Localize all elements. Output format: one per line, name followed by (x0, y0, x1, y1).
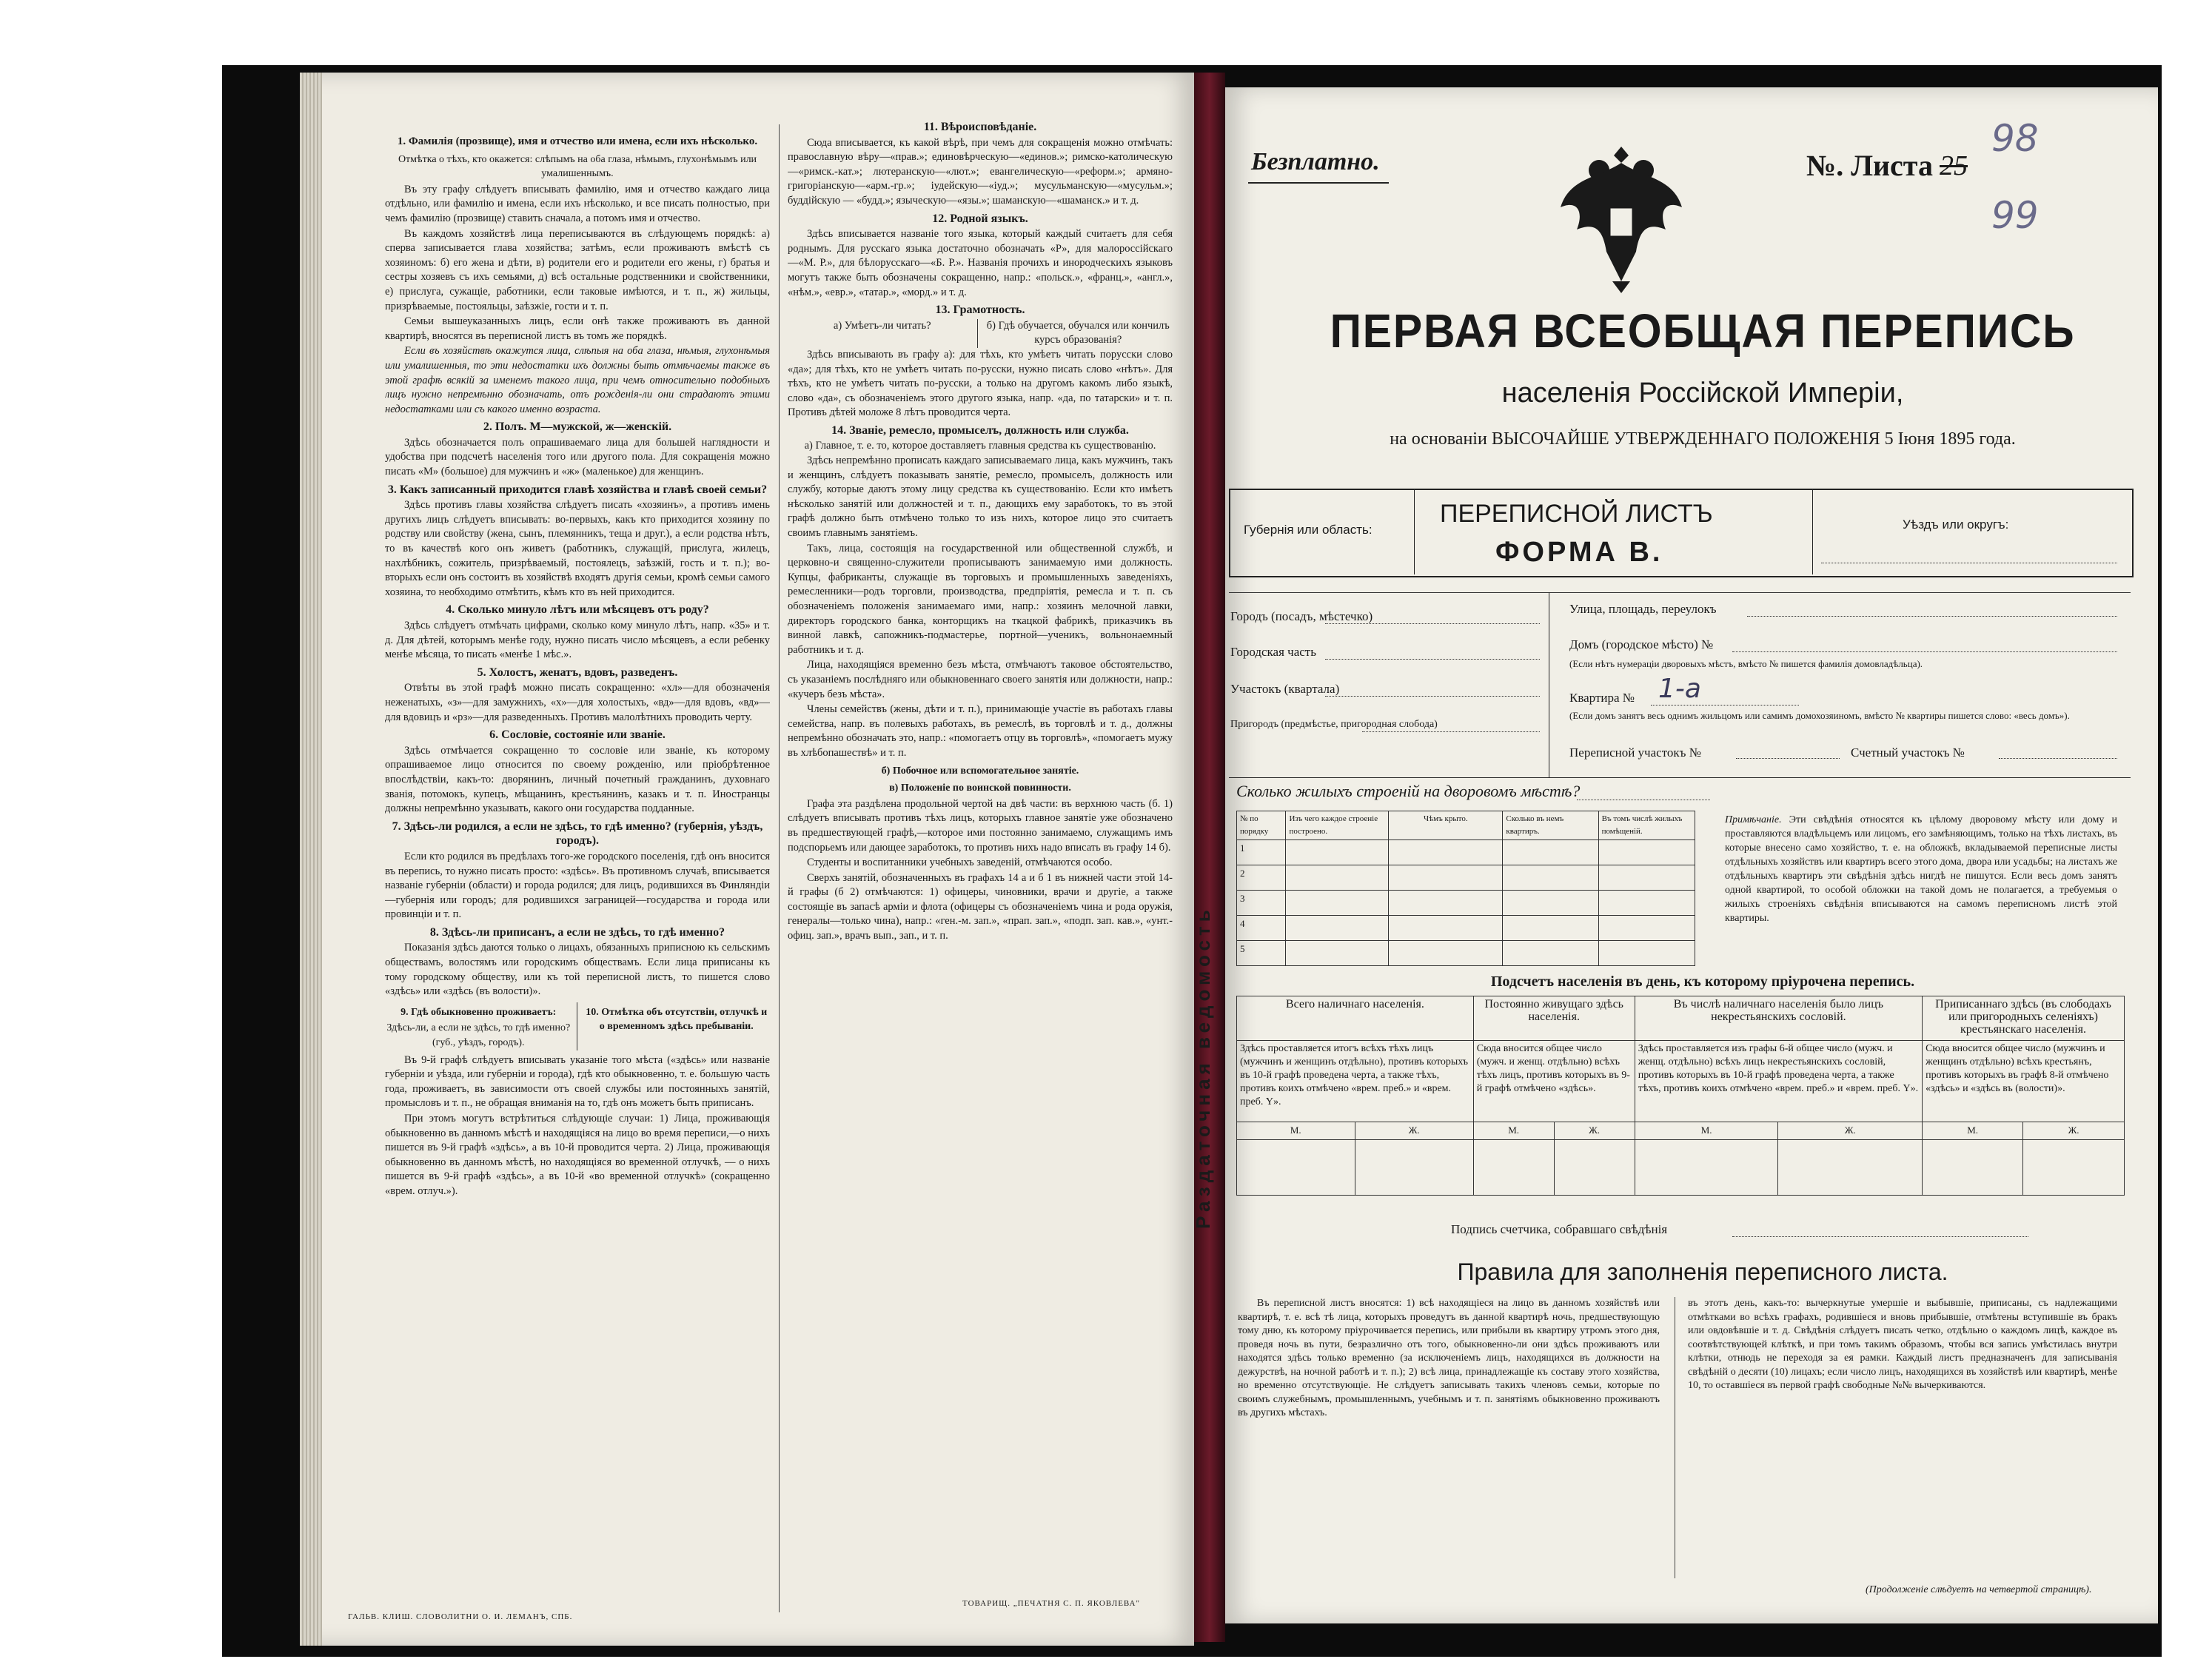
list-number-label: №. Листа (1806, 149, 1933, 182)
table-header: Приписаннаго здѣсь (въ слободахъ или пригородныхъ селеніяхъ) крестьянскаго населенія. (1923, 996, 2125, 1041)
paragraph: При этомъ могутъ встрѣтиться слѣдующіе случаи: 1) Лица, проживающія обыкновенно въ данномъ мѣстѣ и находящіяся на лицо во время переписи,—о нихъ пишется въ 9-й графѣ «здѣсь», а въ 10-й проводится черта. 2) Лица, проживающія обыкновенно въ данномъ мѣстѣ, но находящіяся во временной отлучкѣ, — о нихъ пишется въ 9-й графѣ «здѣсь», а въ 10-й «во временной отлучкѣ» (сокращенно «врем. отлуч.»). (385, 1113, 770, 1197)
ulitsa-field (1747, 616, 2117, 617)
note-title: Примѣчаніе. (1725, 814, 1782, 825)
section-heading: 11. Вѣроисповѣданіе. (923, 121, 1037, 133)
buildings-note (1725, 813, 2117, 925)
section-heading: 9. Гдѣ обыкновенно проживаетъ: (400, 1006, 557, 1018)
paragraph: Члены семействъ (жены, дѣти и т. п.), принимающіе участіе въ работахъ главы семейства, напр. въ полевыхъ работахъ, въ ремеслѣ, въ торговлѣ и т. д., должны непремѣнно обозначать это, напр.: «помогаетъ отцу въ торговлѣ», «помогаетъ мужу въ хлѣбопашествѣ» и т. п. (788, 703, 1173, 759)
imprint-left: ГАЛЬВ. КЛИШ. СЛОВОЛИТНИ О. И. ЛЕМАНЪ, СПБ. (348, 1612, 573, 1621)
paragraph: Показанія здѣсь даются только о лицахъ, обязанныхъ приписною къ сельскимъ обществамъ, волостямъ или городскимъ обществамъ. Если лица приписаны къ тому городскому обществу, или къ той переписной листъ, то пишется слово «здѣсь» или «здѣсь (въ волости)». (385, 942, 770, 998)
divider (1229, 777, 2131, 778)
table-cell: Ж. (1554, 1122, 1635, 1140)
kvartira-field (1651, 705, 1799, 706)
perepis-uchastok-label: Переписной участокъ № (1569, 745, 1701, 760)
paragraph: Здѣсь слѣдуетъ отмѣчать цифрами, сколько кому минуло лѣтъ, напр. «35» и т. д. Для дѣтей, которымъ менѣе году, нужно писать число мѣсяцевъ, а если ребенку менѣе мѣсяца, то писать «менѣе 1 мѣс.». (385, 620, 770, 661)
paragraph: Здѣсь отмѣчается сокращенно то сословіе или званіе, къ которому опрашиваемое лицо относится по своему рожденію, или пріобрѣтенное впослѣдствіи, какъ-то: дворянинъ, личный почетный гражданинъ, духовнаго званія, потомокъ, купецъ, мѣщанинъ, крестьянинъ, казакъ и т. п. Иностранцы должны непремѣнно указывать, какого они государства подданные. (385, 744, 770, 815)
census-subtitle: населенія Россійской Имперіи, (1501, 378, 1904, 409)
table-cell: М. (1237, 1122, 1355, 1140)
note-text: Эти свѣдѣнія относятся къ цѣлому дворовому мѣсту или дому и проставляются владѣльцемъ или лицомъ, его замѣняющимъ, только на тѣхъ листахъ, въ которые внесено само хозяйство, т. е. на обложкѣ, вкладываемой переписные листы отдѣльныхъ хозяйствъ или квартиръ всего этого дома, двора или усадьбы; на листахъ же отдѣльныхъ квартиръ эти свѣдѣнія здѣсь нигдѣ не пишутся. Если весь домъ занятъ одной квартирой, то особой обложки на такой домъ не полагается, а требуемыя о жилыхъ строеніяхъ свѣдѣнія вписываются на самомъ переписномъ листѣ этой квартиры. (1725, 814, 2117, 924)
paragraph: Если кто родился въ предѣлахъ того-же городского поселенія, гдѣ онъ вносится въ перепись, то нужно писать просто: «здѣсь». Въ противномъ случаѣ, вписывается названіе губерніи (области) и города родился; для лицъ, родившихся въ Финляндіи—губернія или городъ; для родившихся заграницей—государства и города или провинціи и т. п. (385, 850, 770, 921)
dom-label: Домъ (городское мѣсто) № (1569, 637, 1714, 651)
paragraph: Здѣсь непремѣнно прописать каждаго записываемаго лица, какъ мужчинъ, такъ и женщинъ, слѣдуетъ показывать занятіе, ремесло, промыселъ, должность или службу, которые даютъ этому лицу средства къ существованію. Если кто имѣетъ нѣсколько занятій или должностей и т. п., дающихъ ему заработокъ, то въ этой графѣ должно быть отмѣчено только то изъ нихъ, которое лицо это считаетъ своимъ главнымъ занятіемъ. (788, 455, 1173, 540)
gorod-part-label: Городская часть (1230, 645, 1316, 659)
paragraph: въ этотъ день, какъ-то: вычеркнутые умершіе и выбывшіе, приписаны, съ надлежащими отмѣтками во всѣхъ графахъ, родившіеся и вновь прибывшіе, отмѣтены вступившіе въ бракъ или овдовѣвшіе и т. д. Свѣдѣнія слѣдуетъ писать четко, отдѣльно о каждомъ лицѣ, каждое въ соотвѣтствующей клѣткѣ, и при томъ такимъ образомъ, чтобы вся запись умѣстилась внутри клѣтки, отнюдь не переходя за ея рамки. Каждый листъ предназначенъ для записыванія свѣдѣній о десяти (10) лицахъ; если число лицъ, находящихся въ хозяйствѣ или квартирѣ, менѣе 10, то оставшіеся въ первой графѣ свободные №№ вычеркиваются. (1688, 1298, 2117, 1391)
section-subheading: Отмѣтка о тѣхъ, кто окажется: слѣпымъ на оба глаза, нѣмымъ, глухонѣмымъ или умалишеннымъ. (398, 153, 757, 180)
free-label: Безплатно. (1251, 148, 1380, 175)
section-heading: 8. Здѣсь-ли приписанъ, а если не здѣсь, то гдѣ именно? (429, 925, 725, 939)
schet-uchastok-field (1999, 758, 2117, 759)
prigorod-field (1362, 731, 1540, 732)
table-cell: 4 (1237, 916, 1286, 941)
section-subheading: а) Умѣетъ-ли читать? (788, 319, 978, 348)
table-cell: Здѣсь проставляется изъ графы 6-й общее число (мужч. и женщ. отдѣльно) всѣхъ лицъ некрестьянскихъ сословій, противъ которыхъ въ 10-й графѣ проведена черта, а также тѣхъ, противъ коихъ отмѣчено «врем. преб.» и «врем. преб. Y». (1635, 1041, 1922, 1122)
table-header: Чѣмъ крыто. (1389, 811, 1503, 840)
table-header: Постоянно живущаго здѣсь населенія. (1473, 996, 1635, 1041)
paragraph: Студенты и воспитанники учебныхъ заведеній, отмѣчаются особо. (807, 857, 1113, 869)
table-cell: Сюда вносится общее число (мужчинъ и женщинъ отдѣльно) всѣхъ крестьянъ, противъ которыхъ въ графѣ 8-й отмѣчено «здѣсь» и «здѣсь въ (волости)». (1923, 1041, 2125, 1122)
table-header: Въ томъ числѣ жилыхъ помѣщеній. (1598, 811, 1695, 840)
page-edges (300, 73, 322, 1646)
paragraph: Сверхъ занятій, обозначенныхъ въ графахъ 14 а и б 1 въ нижней части этой 14-й графы (б 2) отмѣчаются: 1) офицеры, чиновники, врачи и другіе, а также состоящіе въ запасѣ арміи и флота (офицеры съ обозначеніемъ чина и рода оружія, генералы—только чина), напр.: «ген.-м. зап.», «прап. зап.», «подп. зап. кав.», «унт.-офиц. зап.», врачъ вып., зап., и т. п. (788, 871, 1173, 942)
kvartira-value: 1-а (1658, 674, 1701, 704)
section-heading: 5. Холостъ, женатъ, вдовъ, разведенъ. (477, 666, 678, 679)
section-subheading: б) Гдѣ обучается, обучался или кончилъ курсъ образованія? (986, 319, 1170, 346)
table-cell: М. (1473, 1122, 1554, 1140)
census-title: ПЕРВАЯ ВСЕОБЩАЯ ПЕРЕПИСЬ (1330, 304, 2076, 358)
section-heading: 14. Званіе, ремесло, промыселъ, должность или служба. (831, 423, 1129, 437)
paragraph: Графа эта раздѣлена продольной чертой на двѣ части: въ верхнюю часть (б. 1) слѣдуетъ вписывать противъ тѣхъ лицъ, которыхъ главное занятіе уже обозначено въ предшествующей графѣ,—которое ими постоянно занимаемо, служащимъ имъ подспорьемъ или дающее заработокъ, то противъ нихъ надо вписать въ графу 14 б). (788, 797, 1173, 854)
table-cell: Ж. (1778, 1122, 1923, 1140)
guberniya-label: Губернія или область: (1244, 523, 1373, 537)
side-label: Раздаточная ведомость (1192, 905, 1214, 1229)
paragraph: Сюда вписывается, къ какой вѣрѣ, при чемъ для сокращенія можно отмѣчать: православную вѣру—«прав.»; единовѣрческую—«единов.»; римско-католическую—«римск.-кат.»; лютеранскую—«лют.»; евангелическую—«реформ.»; армяно-григоріанскую—«арм.-гр.»; іудейскую—«іуд.»; мусульманскую—«мусульм.»; буддійскую — «будд.»; языческую—«язы.»; шаманскую—«шаманск.» и т. д. (788, 136, 1173, 207)
paragraph: Семьи вышеуказанныхъ лицъ, если онѣ также проживаютъ въ данной квартирѣ, вносятся въ переписной листъ въ томъ же порядкѣ. (385, 315, 770, 342)
list-number-handwritten: 98 (1991, 117, 2039, 160)
section-heading: 6. Сословіе, состояніе или званіе. (489, 728, 666, 742)
table-header: Всего наличнаго населенія. (1237, 996, 1474, 1041)
section-heading: б) Побочное или вспомогательное занятіе. (881, 765, 1079, 777)
gorod-part-field (1325, 659, 1540, 660)
table-cell: 2 (1237, 865, 1286, 891)
signature-field (1732, 1236, 2028, 1237)
table-header: Сколько въ немъ квартиръ. (1503, 811, 1598, 840)
uchastok-field (1325, 696, 1540, 697)
table-cell: М. (1923, 1122, 2023, 1140)
section-heading: 10. Отмѣтка объ отсутствіи, отлучкѣ и о временномъ здѣсь пребываніи. (586, 1006, 768, 1033)
left-column-2 (788, 117, 1173, 1605)
kvartira-note: (Если домъ занятъ весь однимъ жильцомъ или самимъ домохозяиномъ, вмѣсто № квартиры пишется слово: «весь домъ»). (1569, 710, 2070, 721)
table-cell: Здѣсь проставляется итогъ всѣхъ тѣхъ лицъ (мужчинъ и женщинъ отдѣльно), противъ которыхъ въ 10-й графѣ проведена черта, а также тѣхъ, противъ коихъ отмѣчено «врем. преб.» и «врем. преб. Y». (1237, 1041, 1474, 1122)
divider (1229, 592, 2131, 593)
paragraph: Въ эту графу слѣдуетъ вписывать фамилію, имя и отчество каждаго лица отдѣльно, или фамилію и имена, если ихъ нѣсколько, и все писать полностью, при чемъ фамилію (прозвище) ставить сначала, а потомъ имя и отчество. (385, 183, 770, 224)
section-heading: 1. Фамилія (прозвище), имя и отчество или имена, если ихъ нѣсколько. (397, 135, 758, 147)
list-number-old: 25 (1940, 150, 1968, 181)
sheet-title: ПЕРЕПИСНОЙ ЛИСТЪ (1440, 500, 1713, 528)
left-column-1 (385, 132, 770, 1605)
paragraph: Такъ, лица, состоящія на государственной или общественной службѣ, и церковно-и священно-служители прописываютъ занимаемую ими должность. Купцы, фабриканты, служащіе въ торговыхъ и промышленныхъ заведеніяхъ, ремесленники—родъ торговли, производства, предпріятія, ремесла и т. п. съ обозначеніемъ положенія занимаемаго ими, напр.: хозяинъ мелочной лавки, директоръ городского банка, конторщикъ на ткацкой фабрикѣ, приказчикъ въ винной лавкѣ, сапожникъ-подмастерье, портной—ученикъ, вольнонаемный работникъ и т. д. (788, 542, 1173, 656)
buildings-question: Сколько жилыхъ строеній на дворовомъ мѣстѣ? (1236, 782, 1581, 800)
dom-note: (Если нѣтъ нумераціи дворовыхъ мѣстъ, вмѣсто № пишется фамилія домовладѣльца). (1569, 658, 1923, 669)
underline (1248, 182, 1389, 184)
column-divider (779, 124, 780, 1612)
prigorod-label: Пригородъ (предмѣстье, пригородная слобода) (1230, 719, 1438, 730)
rules-title: Правила для заполненія переписного листа. (1457, 1259, 1948, 1285)
double-headed-eagle-emblem (1555, 141, 1688, 296)
table-header: Въ числѣ наличнаго населенія было лицъ некрестьянскихъ сословій. (1635, 996, 1922, 1041)
dom-field (1732, 651, 2117, 652)
table-cell: М. (1635, 1122, 1778, 1140)
paragraph: Здѣсь противъ главы хозяйства слѣдуетъ писать «хозяинъ», а противъ имень другихъ лицъ слѣдуетъ вписывать: во-первыхъ, какъ кто приходится хозяину по родству или свойству (жена, сынъ, племянникъ, теща и друг.), а если родства нѣтъ, то въ качествѣ кого онъ живетъ (работникъ, служащій, прислуга, жилецъ, нахлѣбникъ, сожитель, призрѣваемый, постоялецъ, заѣзжій, гость и т. п.); во-вторыхъ если онъ состоитъ въ хозяйствѣ входятъ другія семьи, кромѣ семьи самого хозяина, то необходимо отмѣтить, кѣмъ кто въ ней приходится. (385, 499, 770, 598)
perepis-uchastok-field (1736, 758, 1840, 759)
schet-uchastok-label: Счетный участокъ № (1851, 745, 1965, 760)
imprint-right: ТОВАРИЩ. „ПЕЧАТНЯ С. П. ЯКОВЛЕВА" (962, 1599, 1140, 1608)
gorod-field (1325, 623, 1540, 624)
uezd-label: Уѣздъ или округъ: (1903, 517, 2009, 532)
table-cell: Сюда вносится общее число (мужч. и женщ. отдѣльно) всѣхъ тѣхъ лицъ, противъ которыхъ въ 9-й графѣ отмѣчено «здѣсь». (1473, 1041, 1635, 1122)
paragraph: Отвѣты въ этой графѣ можно писать сокращенно: «хл»—для обозначенія неженатыхъ, «з»—для замужнихъ, «х»—для холостыхъ, «вд»—для вдовъ, «вд»—для вдовицъ и «рз»—для разведенныхъ. Противъ малолѣтнихъ проводить черту. (385, 682, 770, 723)
book-spine (1194, 73, 1225, 1642)
section-subheading: Здѣсь-ли, а если не здѣсь, то гдѣ именно? (губ., уѣздъ, городъ). (386, 1022, 571, 1049)
paragraph: Въ каждомъ хозяйствѣ лица переписываются въ слѣдующемъ порядкѣ: а) сперва записывается глава хозяйства; затѣмъ, если проживаютъ вмѣстѣ съ хозяиномъ: б) его жена и дѣти, в) родители его и родители его жены, г) братья и сестры хозяевъ съ ихъ семьями, д) всѣ остальные родственники и свойственники, е) прислуга, сужащіе, работники, если таковые имѣются, и т. п., ж) жильцы, призрѣваемые, постояльцы, заѣзжіе, гости и т. п. (385, 227, 770, 312)
kvartira-label: Квартира № (1569, 691, 1635, 705)
uchastok-label: Участокъ (квартала) (1230, 682, 1340, 696)
section-subheading: а) Главное, т. е. то, которое доставляетъ главныя средства къ существованію. (804, 440, 1156, 452)
paragraph: Здѣсь вписывается названіе того языка, который каждый считаетъ для себя роднымъ. Для русскаго языка достаточно обозначать «Р», для малороссійскаго—«М. Р.», для бѣлорусскаго—«Б. Р.». Названія прочихъ и инородческихъ языковъ могутъ также быть обозначены сокращенно, напр.: «польск.», «франц.», «англ.», «нѣм.», «евр.», «татар.», «морд.» и т. д. (788, 228, 1173, 298)
pop-count-title: Подсчетъ населенія въ день, къ которому пріурочена перепись. (1490, 973, 1915, 990)
rules-continue: (Продолженіе слѣдуетъ на четвертой страницѣ). (1866, 1584, 2092, 1595)
paragraph: Здѣсь обозначается полъ опрашиваемаго лица для большей наглядности и удобства при подсчетѣ населенія того или другого пола. Для сокращенія можно писать «М» (большое) для мужчинъ и «ж» (маленькое) для женщинъ. (385, 436, 770, 478)
divider (1812, 490, 1813, 574)
table-header: № по порядку (1237, 811, 1286, 840)
paragraph: Лица, находящіяся временно безъ мѣста, отмѣчаютъ таковое обстоятельство, съ указаніемъ послѣдняго или обыкновеннаго своего занятія или должности, напр.: «кучеръ безъ мѣста». (788, 659, 1173, 700)
paragraph: Въ переписной листъ вносятся: 1) всѣ находящіеся на лицо въ данномъ хозяйствѣ или квартирѣ, т. е. всѣ тѣ лица, которыхъ проведутъ въ данной квартирѣ ночь, предшествующую тому дню, къ которому пріурочивается перепись, или прибыли въ квартиру утромъ этого дня, проведя ночь въ пути, безразлично отъ того, обыкновенно-ли они здѣсь проживаютъ или находятся здѣсь только временно (за исключеніемъ лицъ, находящихся въ должности на дежурствѣ, на ночной работѣ и т. п.); 2) всѣ лица, принадлежащіе къ составу этого хозяйства, но временно отсутствующіе. Не слѣдуетъ записывать такихъ членовъ семьи, которые по своимъ служебнымъ, промышленнымъ, учебнымъ и т. п. занятіямъ обыкновенно проживаютъ въ другихъ мѣстахъ. (1238, 1298, 1660, 1418)
section-heading: 7. Здѣсь-ли родился, а если не здѣсь, то гдѣ именно? (губернія, уѣздъ, городъ). (392, 820, 763, 848)
gorod-label: Городъ (посадъ, мѣстечко) (1230, 609, 1373, 623)
paragraph: Если въ хозяйствѣ окажутся лица, слѣпыя на оба глаза, нѣмыя, глухонѣмыя или умалишенныя, то эти недостатки ихъ должны быть отмѣчаемы также въ этой графѣ всякій за именемъ такого лица, при чемъ относительно подобныхъ лицъ нужно непремѣнно обозначать, отъ рожденія-ли они страдаютъ этими недостатками или съ какого именно возраста. (385, 345, 770, 415)
list-number-handwritten: 99 (1991, 194, 2039, 237)
table-cell: Ж. (2023, 1122, 2125, 1140)
section-heading: 4. Сколько минуло лѣтъ или мѣсяцевъ отъ роду? (446, 603, 709, 617)
table-cell: Ж. (1355, 1122, 1473, 1140)
rules-column-2 (1688, 1297, 2117, 1586)
section-heading: 13. Грамотность. (935, 304, 1025, 317)
rules-column-1 (1238, 1297, 1660, 1593)
table-cell: 3 (1237, 891, 1286, 916)
section-heading: в) Положеніе по воинской повинности. (889, 782, 1071, 794)
buildings-table (1236, 811, 1695, 966)
population-table (1236, 996, 2125, 1196)
table-cell: 5 (1237, 941, 1286, 966)
section-heading: 2. Полъ. М—мужской, ж—женскій. (483, 420, 672, 434)
census-basis: на основаніи ВЫСОЧАЙШЕ УТВЕРЖДЕННАГО ПОЛОЖЕНІЯ 5 Іюня 1895 года. (1390, 429, 2016, 449)
paragraph: Въ 9-й графѣ слѣдуетъ вписывать указаніе того мѣста («здѣсь» или названіе губерніи и уѣзда, или губерніи и города), гдѣ кто обыкновенно, т. е. большую часть года, проживаетъ, въ зависимости отъ своей службы или постоянныхъ занятій, промысловъ и т. п., не обращая вниманія на то, гдѣ онъ можетъ быть приписанъ. (385, 1053, 770, 1110)
form-title: ФОРМА В. (1495, 537, 1663, 568)
table-cell: 1 (1237, 840, 1286, 865)
section-heading: 12. Родной языкъ. (932, 212, 1028, 225)
section-heading: 3. Какъ записанный приходится главѣ хозяйства и главѣ своей семьи? (387, 483, 768, 496)
table-header: Изъ чего каждое строеніе построено. (1286, 811, 1389, 840)
ulitsa-label: Улица, площадь, переулокъ (1569, 602, 1717, 616)
divider (1414, 490, 1415, 574)
signature-label: Подпись счетчика, собравшаго свѣдѣнія (1451, 1222, 1668, 1236)
paragraph: Здѣсь вписывають въ графу а): для тѣхъ, кто умѣетъ читать порусски слово «да»; для тѣхъ, кто не умѣетъ читать по-русски, нужно писать слово «нѣтъ». Для тѣхъ, кто не умѣетъ читать по-русски, а только на другомъ какомъ либо языкѣ, слово «да», съ обозначеніемъ этого другого языка, напр. «да, по татарски» и т. п. Противъ дѣтей моложе 8 лѣтъ проводится черта. (788, 348, 1173, 419)
